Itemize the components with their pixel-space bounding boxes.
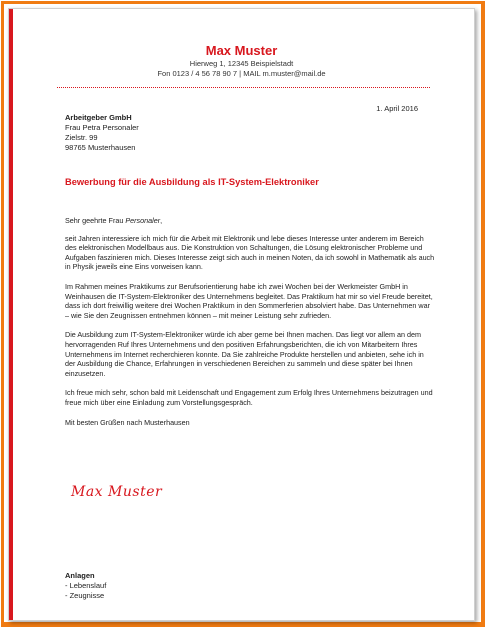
paragraph-3: Die Ausbildung zum IT-System-Elektroniker würde ich aber gerne bei Ihnen machen. Das liegt vor allem an dem hervorragenden Ruf Ihres Unternehmens und den positiven Erfahrungsberichten, die ich von Mitarbeitern Ihres Unternehmens im Internet recherchieren konnte. Da Sie zahlreiche Produkte herstellen und anbieten, sehe ich in der Ausbildung die Chance, Erfahrungen in verschiedenen Bereichen zu sammeln und diese später bei Ihnen einzusetzen.: [65, 330, 424, 378]
attachment-item: - Zeugnisse: [65, 591, 105, 600]
recipient-block: [65, 113, 139, 153]
sender-contact: Fon 0123 / 4 56 78 90 7 | MAIL m.muster@mail.de: [157, 69, 326, 78]
letter-body: [65, 216, 435, 437]
recipient-street: Zielstr. 99: [65, 133, 98, 142]
recipient-company: Arbeitgeber GmbH: [65, 113, 132, 122]
sender-address: Hierweg 1, 12345 Beispielstadt: [189, 59, 294, 68]
attachments-block: [65, 571, 106, 601]
sender-name: Max Muster: [205, 43, 278, 58]
closing: Mit besten Grüßen nach Musterhausen: [65, 417, 190, 427]
paragraph-1: seit Jahren interessiere ich mich für die Arbeit mit Elektronik und lebe dieses Interesse unter anderem im Bereich des elektronischen Modellbaus aus. Die Konstruktion von Schaltungen, die Lösung elektronischer Probleme und Aufgaben faszinieren mich. Dieses Interesse zeigt sich auch in meinen Noten, da ich sowohl in Mathematik als auch in Physik jeweils eine Eins vorweisen kann.: [65, 233, 435, 272]
salutation-suffix: ,: [160, 216, 163, 225]
salutation: [65, 216, 435, 226]
salutation-prefix: Sehr geehrte Frau: [65, 216, 126, 225]
letter-page: [8, 8, 475, 621]
recipient-person: Frau Petra Personaler: [65, 123, 139, 132]
red-margin-bar: [9, 9, 13, 620]
paragraph-4: Ich freue mich sehr, schon bald mit Leidenschaft und Engagement zum Erfolg Ihres Unternehmens beizutragen und freue mich über eine Einladung zum Vorstellungsgespräch.: [65, 388, 433, 407]
salutation-name: Personaler: [125, 216, 161, 225]
attachments-title: Anlagen: [65, 571, 95, 580]
letterhead: [9, 43, 474, 79]
handwritten-signature: Max Muster: [71, 484, 163, 500]
paragraph-2: Im Rahmen meines Praktikums zur Berufsorientierung habe ich zwei Wochen bei der Werkmeister GmbH in Weinhausen die IT-System-Elektroniker des Unternehmens begleitet. Das Praktikum hat mir so viel Freude bereitet, dass ich dort freiwillig weitere drei Wochen Praktikum in den Sommerferien absolviert habe. Das Unternehmen war – wie Sie den Zeugnissen entnehmen können – mit meiner Leistung sehr zufrieden.: [65, 281, 433, 320]
attachment-item: - Lebenslauf: [65, 581, 107, 590]
header-divider: [57, 87, 430, 88]
recipient-city: 98765 Musterhausen: [65, 143, 136, 152]
letter-subject: Bewerbung für die Ausbildung als IT-System-Elektroniker: [65, 177, 319, 187]
letter-date: 1. April 2016: [376, 104, 418, 113]
